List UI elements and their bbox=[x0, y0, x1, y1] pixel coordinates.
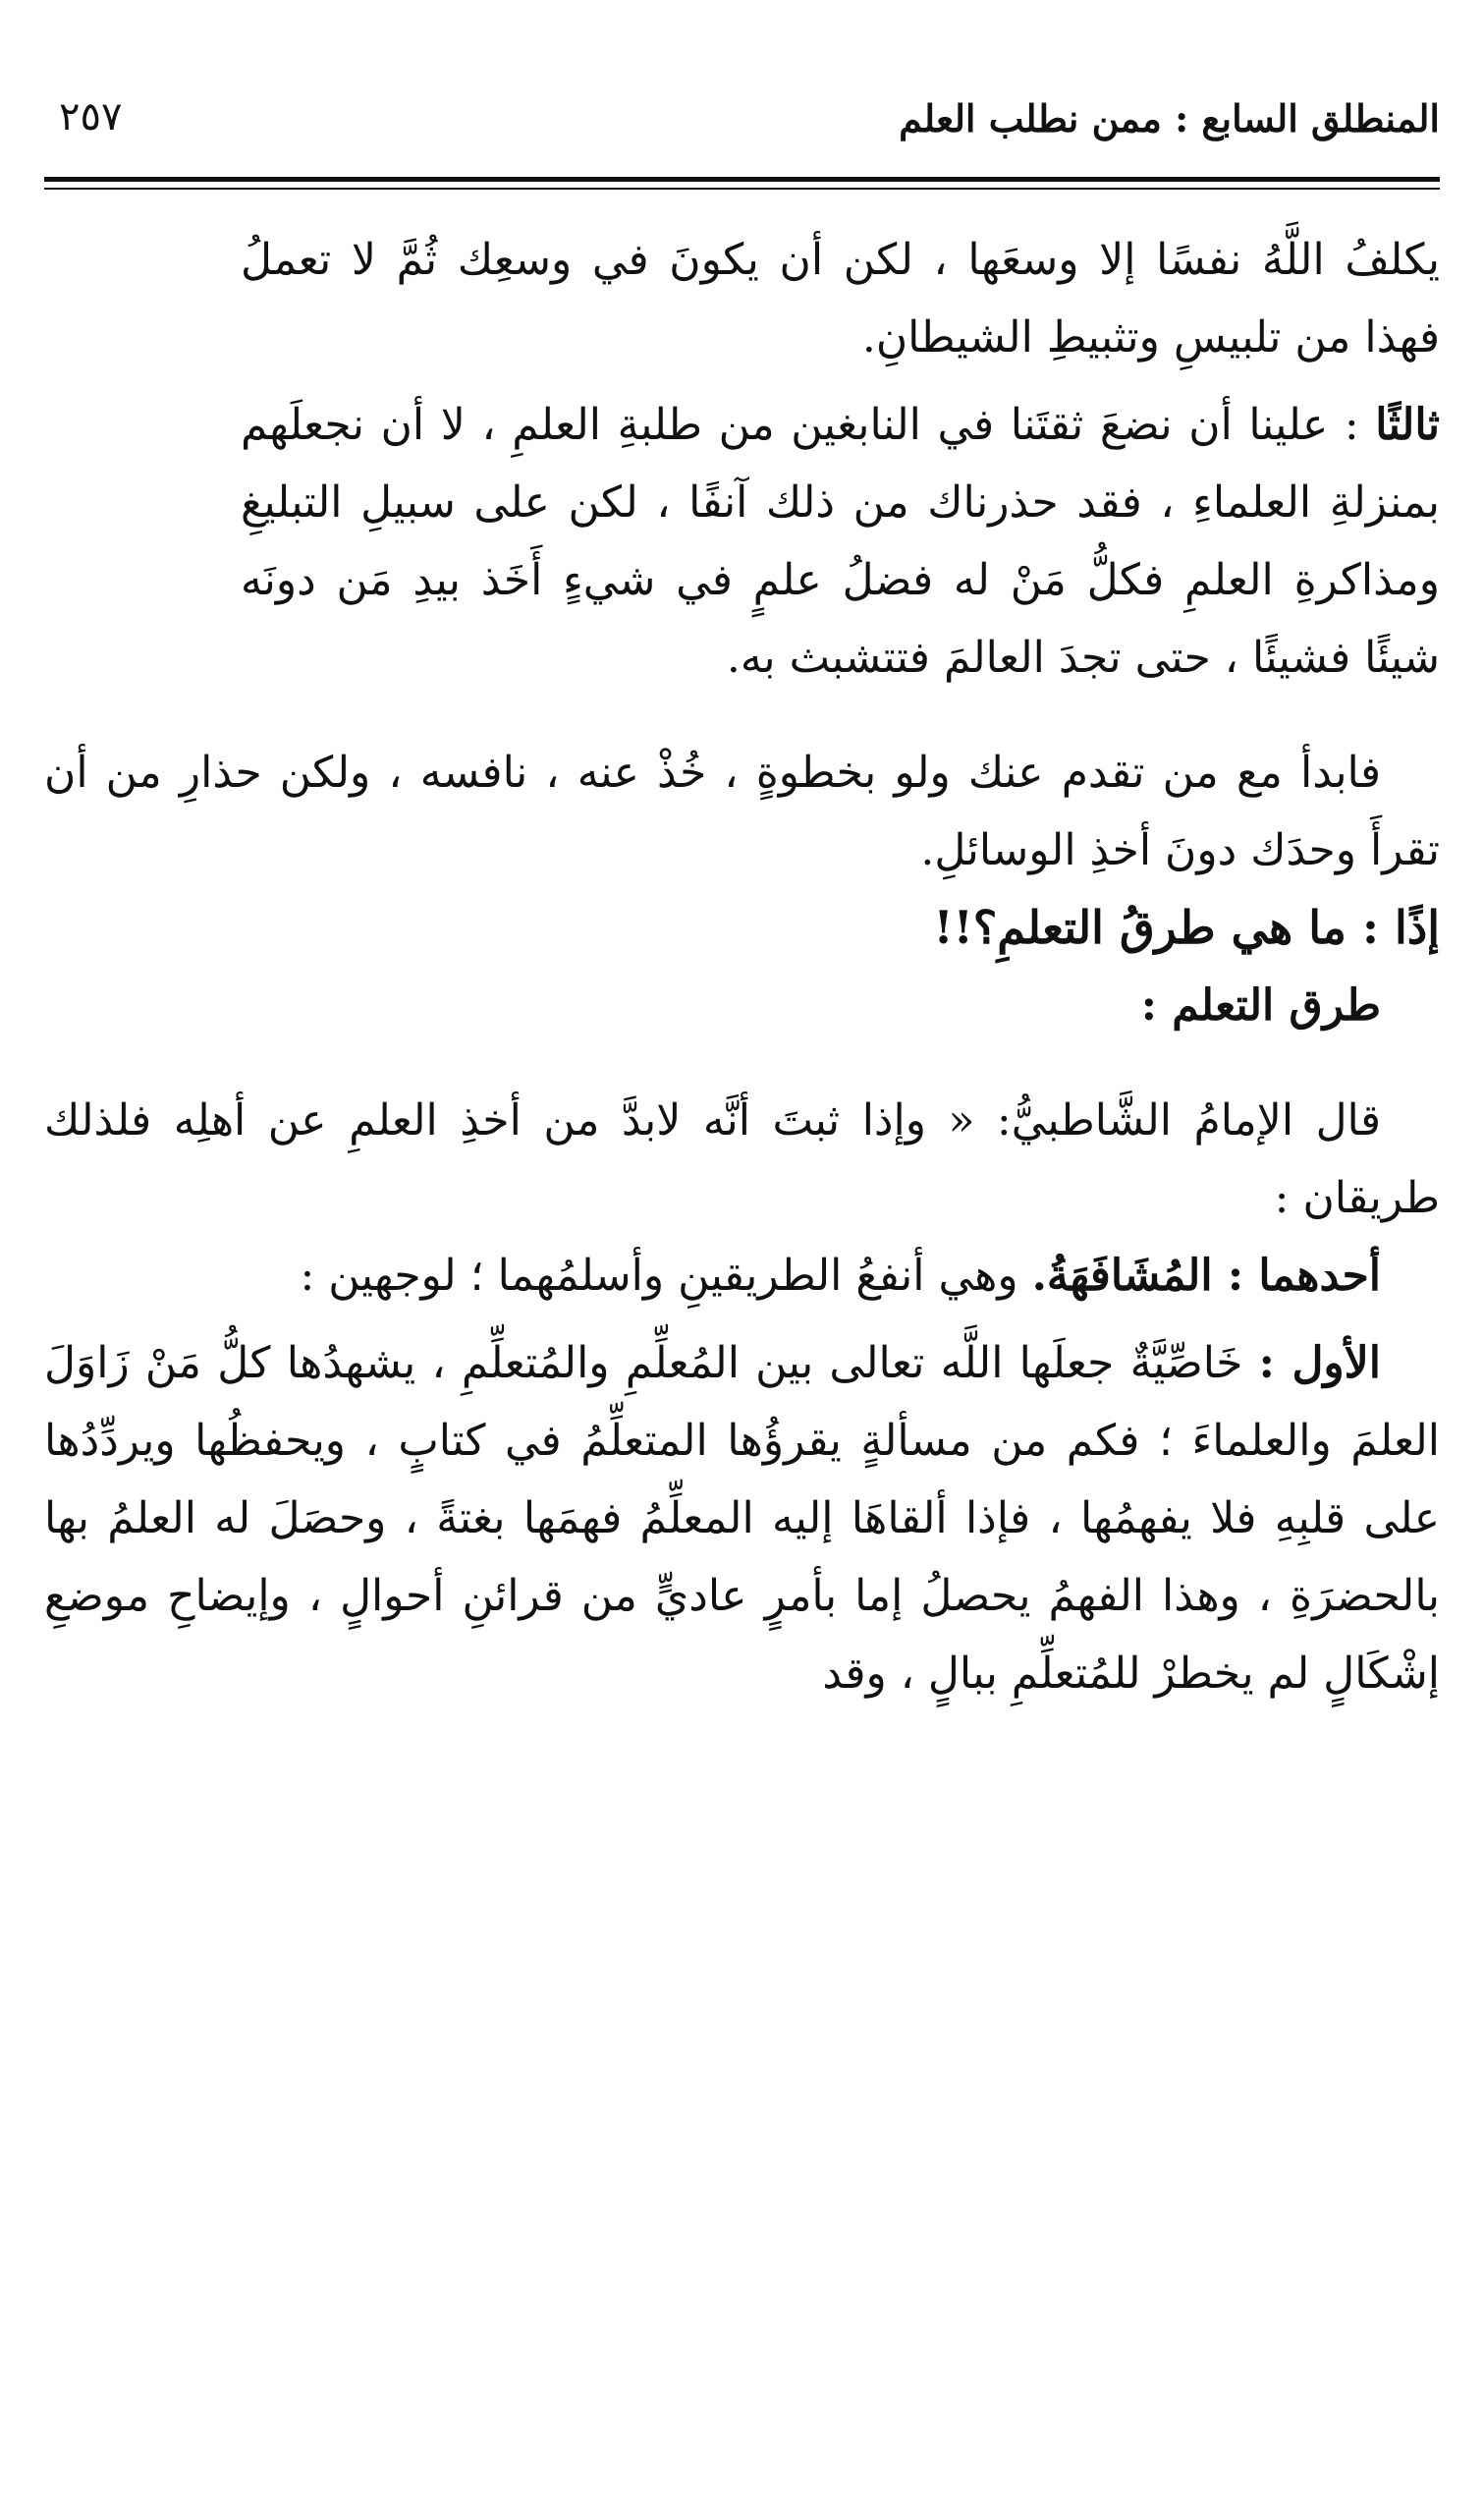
paragraph-4: قال الإمامُ الشَّاطبيُّ: « وإذا ثبتَ أنَّه لابدَّ من أخذِ العلمِ عن أهلِه فلذلك طريقان : bbox=[44, 1095, 1440, 1223]
subsection-heading: طرق التعلم : bbox=[1140, 980, 1381, 1031]
paragraph-5-label: أحدهما : المُشَافَهَةُ. bbox=[1031, 1251, 1381, 1301]
header-rule-thin bbox=[44, 188, 1440, 190]
paragraph-6-label: الأول : bbox=[1258, 1338, 1381, 1388]
paragraph-2-text: : علينا أن نضعَ ثقتَنا في النابغين من طلبةِ العلمِ ، لا أن نجعلَهم بمنزلةِ العلماءِ ، فقد حذرناك من ذلك آنفًا ، لكن على سبيلِ التبليغِ ومذاكرةِ العلمِ فكلُّ مَنْ له فضلُ علمٍ في شيءٍ أَخَذ بيدِ مَن دونَه شيئًا فشيئًا ، حتى تجدَ العالمَ فتتشبث به. bbox=[241, 400, 1440, 683]
page-number: ٢٥٧ bbox=[59, 94, 123, 140]
paragraph-1: يكلفُ اللَّهُ نفسًا إلا وسعَها ، لكن أن يكونَ في وسعِك ثُمَّ لا تعملُ فهذا من تلبيسِ وتثبيطِ الشيطانِ. bbox=[241, 235, 1440, 363]
paragraph-5 bbox=[44, 1237, 1440, 1314]
paragraph-5-text: وهي أنفعُ الطريقينِ وأسلمُهما ؛ لوجهين : bbox=[300, 1251, 1032, 1301]
page-header bbox=[44, 86, 1440, 165]
header-rule-thick bbox=[44, 177, 1440, 182]
page-body bbox=[44, 221, 1440, 1712]
paragraph-6 bbox=[44, 1324, 1440, 1712]
running-title: المنطلق السابع : ممن نطلب العلم bbox=[899, 96, 1440, 140]
section-heading: إذًا : ما هي طرقُ التعلمِ؟!! bbox=[933, 901, 1440, 954]
paragraph-2-label: ثالثًا bbox=[1375, 400, 1440, 450]
paragraph-2 bbox=[44, 386, 1440, 697]
paragraph-3: فابدأ مع من تقدم عنك ولو بخطوةٍ ، خُذْ عنه ، نافسه ، ولكن حذارِ من أن تقرأَ وحدَك دونَ أخذِ الوسائلِ. bbox=[44, 748, 1440, 875]
paragraph-6-text: خَاصِّيَّةٌ جعلَها اللَّه تعالى بين المُعلِّمِ والمُتعلِّمِ ، يشهدُها كلُّ مَنْ زَاوَلَ العلمَ والعلماءَ ؛ فكم من مسألةٍ يقرؤُها المتعلِّمُ في كتابٍ ، ويحفظُها ويردِّدُها على قلبِهِ فلا يفهمُها ، فإذا ألقاهَا إليه المعلِّمُ فهمَها بغتةً ، وحصَلَ له العلمُ بها بالحضرَةِ ، وهذا الفهمُ يحصلُ إما بأمرٍ عاديٍّ من قرائنِ أحوالٍ ، وإيضاحِ موضعِ إشْكَالٍ لم يخطرْ للمُتعلِّمِ ببالٍ ، وقد bbox=[44, 1338, 1440, 1699]
